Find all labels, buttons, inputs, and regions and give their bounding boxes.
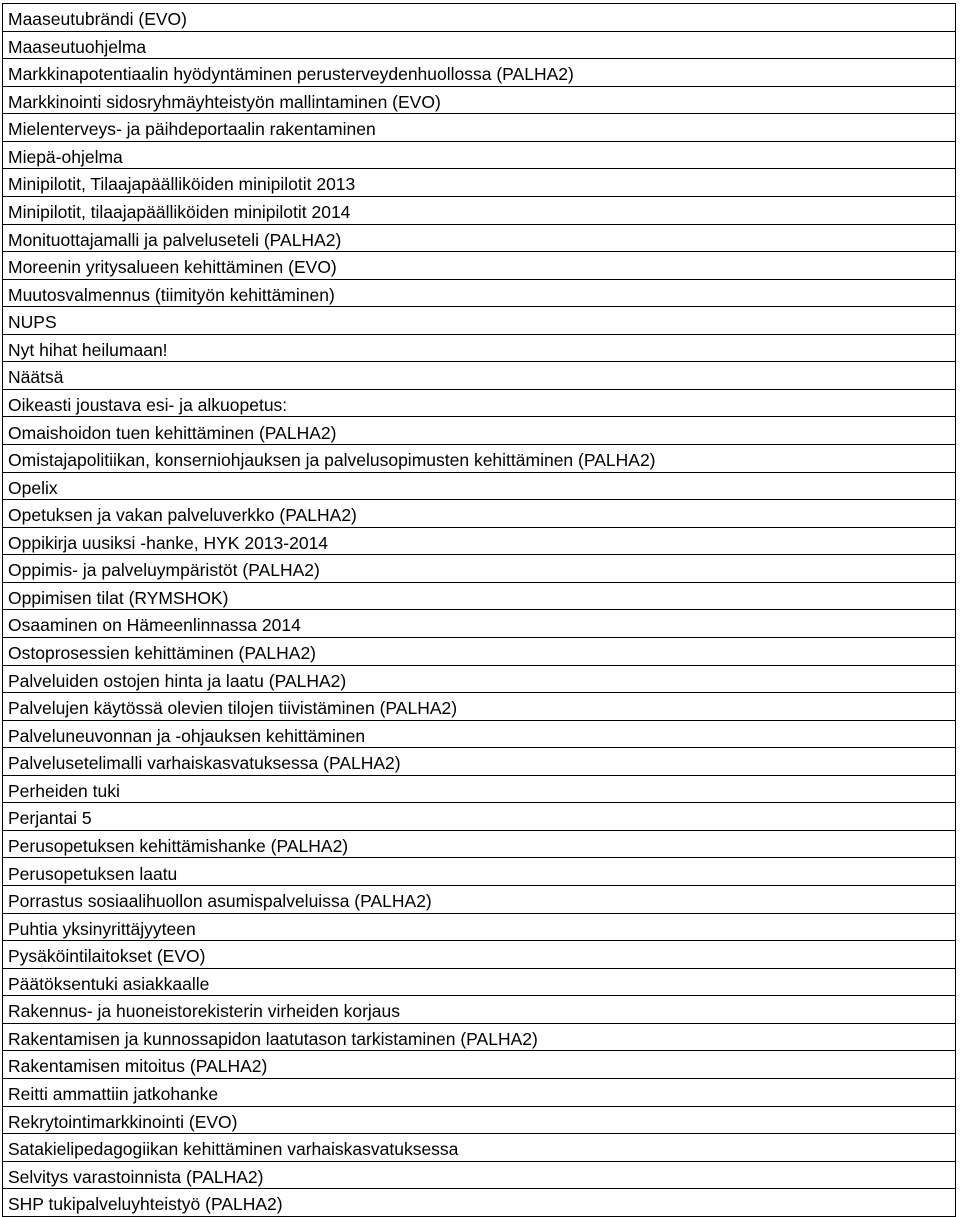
table-row: Satakielipedagogiikan kehittäminen varhaiskasvatuksessa xyxy=(3,1134,955,1162)
table-row: Puhtia yksinyrittäjyyteen xyxy=(3,914,955,942)
table-row: Oppimisen tilat (RYMSHOK) xyxy=(3,583,955,611)
table-row: Minipilotit, Tilaajapäälliköiden minipilotit 2013 xyxy=(3,169,955,197)
table-row: Markkinapotentiaalin hyödyntäminen perusterveydenhuollossa (PALHA2) xyxy=(3,59,955,87)
table-row: Omistajapolitiikan, konserniohjauksen ja palvelusopimusten kehittäminen (PALHA2) xyxy=(3,445,955,473)
table-row: Perusopetuksen kehittämishanke (PALHA2) xyxy=(3,831,955,859)
table-row: Ostoprosessien kehittäminen (PALHA2) xyxy=(3,638,955,666)
table-row: Oppimis- ja palveluympäristöt (PALHA2) xyxy=(3,555,955,583)
table-row: Markkinointi sidosryhmäyhteistyön mallintaminen (EVO) xyxy=(3,87,955,115)
table-row: Palvelusetelimalli varhaiskasvatuksessa (PALHA2) xyxy=(3,748,955,776)
table-row: Omaishoidon tuen kehittäminen (PALHA2) xyxy=(3,417,955,445)
table-row: Oppikirja uusiksi -hanke, HYK 2013-2014 xyxy=(3,528,955,556)
table-row: Selvitys varastoinnista (PALHA2) xyxy=(3,1162,955,1190)
table-row: Perheiden tuki xyxy=(3,776,955,804)
table-row: Opelix xyxy=(3,473,955,501)
table-row: Mielenterveys- ja päihdeportaalin rakentaminen xyxy=(3,114,955,142)
table-row: NUPS xyxy=(3,307,955,335)
table-row: Monituottajamalli ja palveluseteli (PALHA2) xyxy=(3,225,955,253)
table-row: Rakentamisen ja kunnossapidon laatutason tarkistaminen (PALHA2) xyxy=(3,1024,955,1052)
table-row: Osaaminen on Hämeenlinnassa 2014 xyxy=(3,610,955,638)
table-row: Maaseutubrändi (EVO) xyxy=(3,4,955,32)
table-row: Oikeasti joustava esi- ja alkuopetus: xyxy=(3,390,955,418)
table-row: Palvelujen käytössä olevien tilojen tiivistäminen (PALHA2) xyxy=(3,693,955,721)
table-row: Palveluneuvonnan ja -ohjauksen kehittäminen xyxy=(3,721,955,749)
table-row: Nyt hihat heilumaan! xyxy=(3,335,955,363)
table-row: SHP tukipalveluyhteistyö (PALHA2) xyxy=(3,1189,955,1217)
table-row: Rakennus- ja huoneistorekisterin virheiden korjaus xyxy=(3,996,955,1024)
table-row: Rakentamisen mitoitus (PALHA2) xyxy=(3,1051,955,1079)
table-row: Maaseutuohjelma xyxy=(3,32,955,60)
table-row: Muutosvalmennus (tiimityön kehittäminen) xyxy=(3,280,955,308)
project-list-table xyxy=(2,3,956,1217)
table-row: Palveluiden ostojen hinta ja laatu (PALHA2) xyxy=(3,666,955,694)
table-row: Pysäköintilaitokset (EVO) xyxy=(3,941,955,969)
table-row: Opetuksen ja vakan palveluverkko (PALHA2) xyxy=(3,500,955,528)
table-row: Minipilotit, tilaajapäälliköiden minipilotit 2014 xyxy=(3,197,955,225)
table-row: Päätöksentuki asiakkaalle xyxy=(3,969,955,997)
table-row: Porrastus sosiaalihuollon asumispalveluissa (PALHA2) xyxy=(3,886,955,914)
table-row: Reitti ammattiin jatkohanke xyxy=(3,1079,955,1107)
table-row: Moreenin yritysalueen kehittäminen (EVO) xyxy=(3,252,955,280)
table-row: Perjantai 5 xyxy=(3,803,955,831)
table-row: Rekrytointimarkkinointi (EVO) xyxy=(3,1107,955,1135)
table-row: Miepä-ohjelma xyxy=(3,142,955,170)
table-row: Perusopetuksen laatu xyxy=(3,858,955,886)
table-row: Näätsä xyxy=(3,362,955,390)
